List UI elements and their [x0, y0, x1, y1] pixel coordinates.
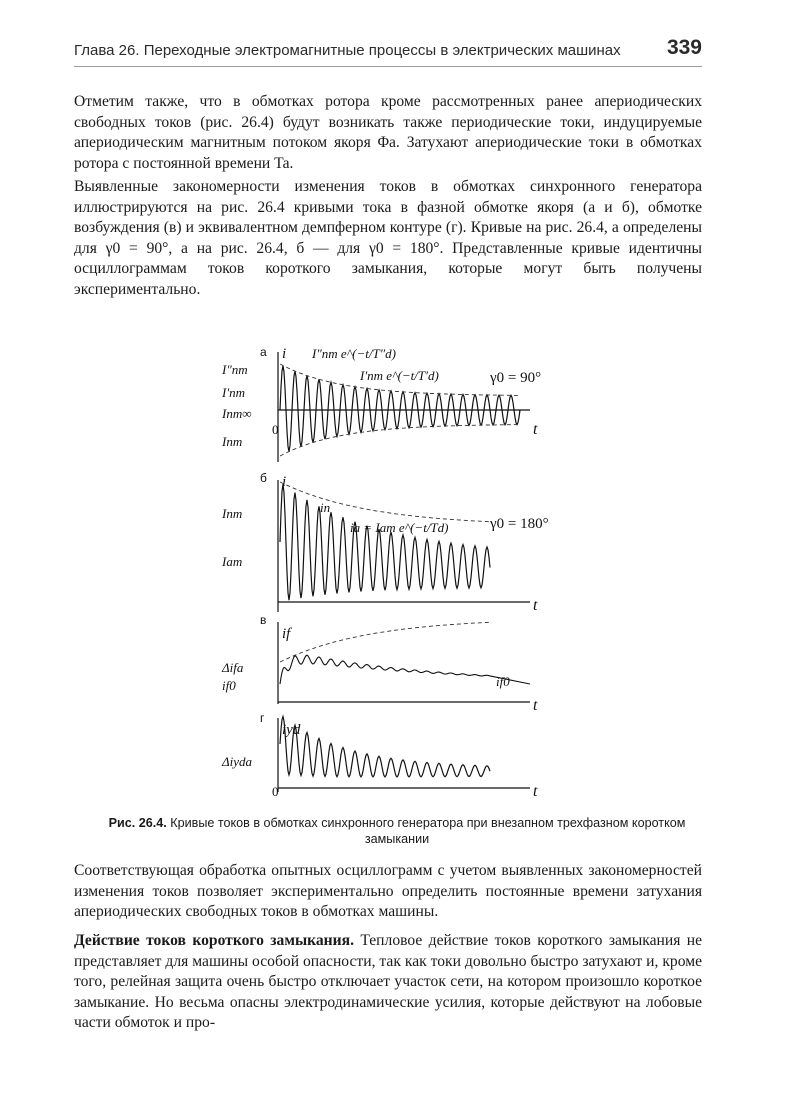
panel-d-axis-t: t	[533, 783, 538, 800]
figure-caption	[100, 815, 694, 847]
paragraph-oscillogram-processing: Соответствующая обработка опытных осциллограмм с учетом выявленных закономерностей изменения токов позволяет экспериментально определить постоянные времени затухания апериодических свободных токов в обмотках машины.	[74, 862, 702, 921]
panel-b-current-curve	[280, 484, 490, 600]
level-if0: if0	[222, 678, 236, 693]
level-iam: Iam	[222, 554, 243, 569]
level-inm-steady: Inm∞	[222, 406, 252, 421]
panel-d-letter: г	[260, 711, 265, 725]
section-heading: Действие токов короткого замыкания.	[74, 932, 354, 949]
panel-a-axis-i: i	[282, 346, 287, 362]
panel-a-lower-envelope	[280, 425, 520, 456]
paragraph-rotor-currents: Отметим также, что в обмотках ротора кроме рассмотренных ранее апериодических свободных токов (рис. 26.4) будут возникать также периодические токи, индуцируемые апериодическим магнитным потоком якоря Φa. Затухают апериодические токи в обмотках ротора с постоянной времени Ta.	[74, 93, 702, 172]
panel-a-axis-t: t	[533, 421, 538, 438]
label-ia: ia = Iam e^(−t/Td)	[350, 520, 449, 535]
envelope-subtransient: I″nm e^(−t/T″d)	[312, 346, 396, 361]
chapter-title: Глава 26. Переходные электромагнитные процессы в электрических машинах	[74, 42, 621, 59]
running-head	[74, 36, 702, 67]
panel-a-gamma: γ0 = 90°	[490, 370, 542, 386]
section-body: Тепловое действие токов короткого замыкания не представляет для машины особой опасности, так как токи довольно быстро затухают и, кроме того, релейная защита очень быстро отключает участок сети, на котором произошло короткое замыкание. Но весьма опасны электродинамические усилия, которые действуют на лобовые части обмоток и про-	[74, 932, 703, 1032]
panel-c-letter: в	[260, 613, 267, 627]
level-inm-transient: I′nm	[222, 385, 246, 400]
panel-b-lower-envelope	[280, 622, 490, 662]
panel-b-axis-i: i	[282, 474, 287, 490]
panel-b	[221, 471, 549, 662]
panel-b-letter: б	[260, 471, 267, 485]
level-delta-ifa: Δifa	[222, 660, 244, 675]
panel-d-current-curve	[280, 717, 490, 777]
panel-a-letter: а	[260, 345, 267, 359]
level-inm-b: Inm	[222, 506, 243, 521]
panel-c	[221, 613, 538, 714]
panel-a	[221, 345, 541, 462]
panel-c-axis-if: if	[282, 626, 291, 642]
caption-text: Кривые токов в обмотках синхронного генератора при внезапном трехфазном коротком замыкании	[166, 816, 686, 846]
level-inm-subtransient: I″nm	[222, 362, 248, 377]
panel-b-axis-t: t	[533, 597, 538, 614]
page-number: 339	[666, 36, 702, 59]
paragraph-figure-description: Выявленные закономерности изменения токов в обмотках синхронного генератора иллюстрируются на рис. 26.4 кривыми тока в фазной обмотке якоря (a и б), обмотке возбуждения (в) и эквивалентном демпферном контуре (г). Кривые на рис. 26.4, a определены для γ0 = 90°, а на рис. 26.4, б — для γ0 = 180°. Представленные кривые идентичны осциллограммам токов короткого замыкания, которые могут быть получены экспериментально.	[74, 178, 702, 298]
panel-b-gamma: γ0 = 180°	[490, 516, 549, 532]
label-in: in	[320, 500, 331, 515]
panel-d	[221, 711, 538, 800]
paragraph-short-circuit-action	[74, 931, 702, 1034]
envelope-transient: I′nm e^(−t/T′d)	[360, 368, 439, 383]
level-inm: Inm	[222, 434, 243, 449]
panel-b-upper-envelope	[280, 482, 490, 522]
caption-label: Рис. 26.4.	[108, 816, 167, 830]
level-delta-iyda: Δiyda	[222, 754, 253, 769]
panel-c-axis-t: t	[533, 697, 538, 714]
figure-26-4	[200, 322, 580, 814]
label-if0-right: if0	[496, 674, 510, 689]
panel-a-origin: 0	[272, 422, 279, 437]
panel-d-axis-iyd: iyd	[282, 722, 301, 738]
panel-c-current-curve	[280, 655, 530, 684]
panel-d-origin: 0	[272, 784, 279, 799]
